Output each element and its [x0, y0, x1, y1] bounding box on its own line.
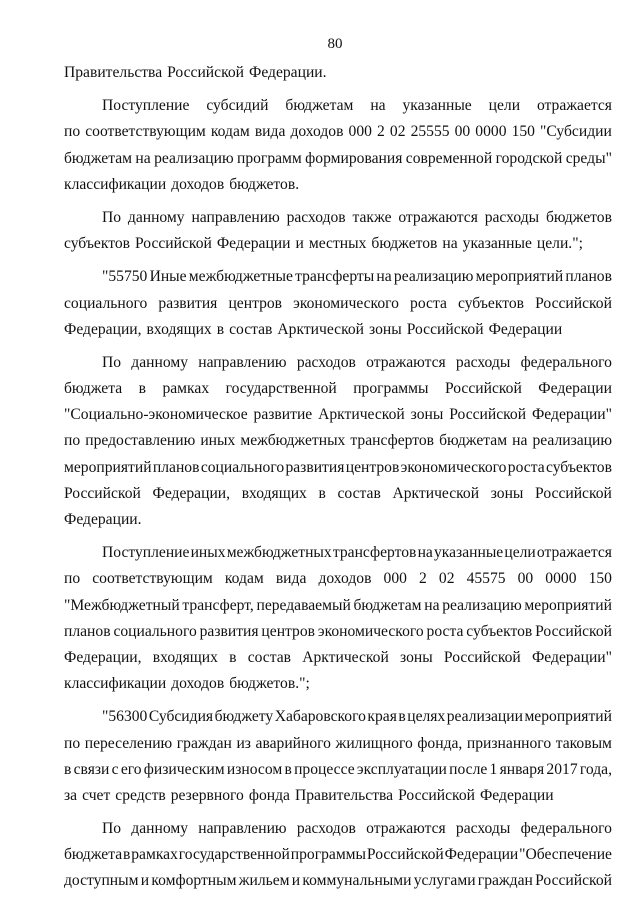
word: городской [495, 149, 563, 167]
text-line [64, 172, 612, 198]
text-line [64, 205, 612, 231]
word: направлению [191, 208, 280, 226]
word: экономического [400, 458, 507, 476]
word: направлению [198, 820, 287, 838]
text-line [64, 317, 612, 343]
word: признанного [466, 734, 552, 752]
word: среды" [565, 149, 612, 167]
word: бюджета [64, 846, 123, 864]
word: "Межбюджетный [64, 596, 180, 614]
word: расходы [455, 820, 511, 838]
word: цели [504, 544, 536, 562]
word: фонда, [417, 734, 463, 752]
word: соответствующим [92, 570, 213, 588]
word: бюджета [64, 380, 123, 398]
text-line [64, 119, 612, 145]
word: также [352, 208, 392, 226]
word: бюджетам [64, 149, 133, 167]
text-line [64, 540, 612, 566]
word: отражаются [398, 208, 478, 226]
word: мероприятий [475, 268, 564, 286]
word: Российской [535, 294, 612, 312]
text-line [64, 291, 612, 317]
word: Федерации [216, 235, 291, 253]
word: мероприятий [64, 458, 152, 476]
word: развития [158, 294, 218, 312]
text-line [64, 231, 612, 257]
word: "56300 [102, 708, 148, 726]
word: на [417, 544, 433, 562]
word: Федерации [488, 320, 563, 338]
word: межбюджетных [240, 432, 346, 450]
word: По [102, 820, 122, 838]
word: субъектов [458, 294, 524, 312]
word: января [499, 760, 545, 778]
text-line [64, 645, 612, 671]
word: на [512, 432, 528, 450]
word: жилищного [335, 734, 413, 752]
word: средств [115, 786, 166, 804]
word: Российской [398, 786, 475, 804]
word: экономического [317, 622, 424, 640]
word: Российской [535, 622, 612, 640]
text-line [64, 783, 612, 809]
page-number: 80 [327, 36, 343, 52]
word: "Социально-экономическое [64, 406, 248, 424]
word: Российской [134, 235, 212, 253]
word: доходов [290, 123, 344, 141]
word: местных [308, 235, 367, 253]
word: состав [229, 320, 273, 338]
word: развития [285, 458, 345, 476]
word: жильем [238, 872, 290, 890]
word: иных [200, 432, 236, 450]
word: 150 [588, 570, 612, 588]
word: центров [345, 458, 400, 476]
word: расходы [455, 353, 511, 371]
word: субъектов [64, 235, 130, 253]
word: и [140, 872, 150, 890]
word: отражается [536, 544, 612, 562]
word: Российской [406, 320, 484, 338]
word: Федерации. [64, 511, 142, 528]
text-line [64, 146, 612, 172]
text-line [64, 731, 612, 757]
word: 2 [419, 570, 427, 588]
word: доходов [318, 570, 372, 588]
text-line [64, 868, 612, 894]
word: социального [64, 294, 148, 312]
word: современной [405, 149, 493, 167]
word: зоны [410, 406, 444, 424]
text-line [64, 376, 612, 402]
word: данному [131, 353, 189, 371]
paragraph-gap [64, 343, 612, 350]
word: Федерации, [152, 484, 231, 502]
word: из [236, 734, 251, 752]
word: бюджетам [353, 596, 422, 614]
word: года, [579, 760, 612, 778]
word: федерального [520, 820, 612, 838]
word: по [64, 570, 81, 588]
word: в [64, 760, 72, 778]
word: 00 [454, 123, 471, 141]
word: направлению [198, 353, 287, 371]
word: 02 [438, 570, 455, 588]
word: центров [261, 622, 315, 640]
text-line [64, 704, 612, 730]
paragraph-gap [64, 809, 612, 816]
word: программы [290, 846, 367, 864]
word: Федерации [538, 380, 612, 398]
word: Арктической [277, 320, 365, 338]
word: цели."; [536, 235, 583, 253]
word: в [284, 760, 292, 778]
word: роста [507, 458, 545, 476]
word: программ [236, 149, 302, 167]
word: Российской [167, 64, 244, 81]
word: счет [82, 786, 111, 804]
word: связи [73, 760, 110, 778]
word: кодам [210, 123, 250, 141]
word: в [216, 320, 225, 338]
word: услугами [413, 872, 476, 890]
word: расходы [484, 208, 540, 226]
text-line [64, 481, 612, 507]
word: входящих [152, 648, 218, 666]
word: 0000 [475, 123, 507, 141]
word: в [229, 648, 237, 666]
word: формирования [305, 149, 403, 167]
word: вида [275, 570, 307, 588]
word: в [123, 846, 131, 864]
word: расходов [286, 208, 346, 226]
word: Российской [366, 846, 444, 864]
text-line [64, 402, 612, 428]
word: отражаются [366, 820, 446, 838]
text-line [64, 593, 612, 619]
document-body [64, 60, 612, 895]
word: бюджету [214, 708, 274, 726]
word: государственной [178, 846, 290, 864]
word: аварийного [255, 734, 331, 752]
paragraph-gap [64, 86, 612, 93]
word: соответствующим [85, 123, 206, 141]
word: трансферт, [182, 596, 254, 614]
word: состав [337, 484, 381, 502]
word: доступным [64, 872, 139, 890]
word: процессе [294, 760, 355, 778]
word: Федерации, [64, 320, 142, 338]
word: в [138, 380, 146, 398]
word: входящих [146, 320, 212, 338]
text-line [64, 816, 612, 842]
word: 02 [389, 123, 406, 141]
word: Российской [443, 648, 521, 666]
word: расходов [296, 820, 356, 838]
word: трансфертов [332, 544, 417, 562]
word: данному [131, 820, 189, 838]
text-line [64, 507, 612, 533]
word: по [64, 734, 81, 752]
word: Иные [149, 268, 187, 286]
word: центров [228, 294, 283, 312]
word: передаваемый [256, 596, 351, 614]
word: 1 [489, 760, 498, 778]
word: рамках [131, 846, 178, 864]
word: федерального [520, 353, 612, 371]
word: реализацию [154, 149, 234, 167]
word: Федерации [444, 846, 519, 864]
word: классификации [64, 175, 167, 193]
word: развития [199, 622, 259, 640]
word: отражается [536, 97, 612, 115]
word: реализацию [532, 432, 612, 450]
word: указанные [462, 235, 532, 253]
word: 2017 [546, 760, 578, 778]
word: 150 [511, 123, 535, 141]
word: Федерации [479, 786, 554, 804]
word: государственной [225, 380, 337, 398]
word: отражаются [366, 353, 446, 371]
word: По [102, 353, 122, 371]
word: 45575 [466, 570, 506, 588]
word: межбюджетные [188, 268, 293, 286]
word: социального [113, 622, 197, 640]
word: 000 [383, 570, 407, 588]
word: на [370, 97, 386, 115]
word: Хабаровского [274, 708, 366, 726]
word: 000 [348, 123, 372, 141]
text-line [64, 671, 612, 697]
word: Арктической [302, 648, 389, 666]
word: и [295, 235, 304, 253]
text-line [64, 264, 612, 290]
word: зоны [369, 320, 402, 338]
word: роста [426, 622, 464, 640]
word: 2 [377, 123, 385, 141]
word: 25555 [410, 123, 450, 141]
word: Российской [449, 406, 527, 424]
word: на [135, 149, 151, 167]
word: бюджетов [545, 208, 612, 226]
word: граждан [477, 872, 533, 890]
word: Арктической [318, 406, 405, 424]
word: бюджетов. [229, 175, 300, 193]
word: мероприятий [524, 708, 612, 726]
text-line [64, 455, 612, 481]
word: кодам [224, 570, 264, 588]
word: фонда [248, 786, 290, 804]
text-line [64, 350, 612, 376]
word: межбюджетных [226, 544, 332, 562]
text-line [64, 93, 612, 119]
word: реализацию [393, 268, 474, 286]
word: реализации [446, 708, 523, 726]
word: По [102, 208, 122, 226]
paragraph-gap [64, 198, 612, 205]
word: Российской [535, 872, 612, 890]
word: края [367, 708, 397, 726]
text-line [64, 60, 612, 86]
word: субъектов [466, 622, 533, 640]
word: эксплуатации [356, 760, 447, 778]
word: переселению [84, 734, 173, 752]
word: иных [190, 544, 226, 562]
word: бюджетам [285, 97, 354, 115]
word: коммунальными [302, 872, 412, 890]
word: Федерации, [64, 648, 142, 666]
word: Поступление [102, 544, 190, 562]
word: Федерации" [531, 406, 612, 424]
word: бюджетов [371, 235, 438, 253]
word: по [64, 432, 81, 450]
text-line [64, 757, 612, 783]
word: с [111, 760, 119, 778]
word: граждан [176, 734, 232, 752]
word: классификации [64, 675, 167, 693]
word: на [376, 268, 392, 286]
word: вида [254, 123, 286, 141]
word: на [442, 235, 458, 253]
word: Федерации. [249, 64, 327, 81]
word: цели [488, 97, 521, 115]
word: 0000 [545, 570, 577, 588]
word: Российской [64, 484, 141, 502]
word: Правительства [294, 786, 394, 804]
word: предоставлению [85, 432, 196, 450]
word: зоны [400, 648, 433, 666]
word: Поступление [102, 97, 190, 115]
paragraph-gap [64, 533, 612, 540]
word: расходов [296, 353, 356, 371]
word: планов [152, 458, 200, 476]
word: резервного [170, 786, 244, 804]
word: данному [127, 208, 185, 226]
word: "Субсидии [540, 123, 612, 141]
text-line [64, 566, 612, 592]
word: его [120, 760, 142, 778]
word: Субсидия [148, 708, 214, 726]
word: планов [64, 622, 111, 640]
word: на [424, 596, 440, 614]
word: бюджетов."; [229, 675, 310, 693]
word: и [291, 872, 301, 890]
word: экономического [293, 294, 399, 312]
word: трансферты [295, 268, 375, 286]
word: Российской [444, 380, 522, 398]
word: состав [247, 648, 292, 666]
text-line [64, 428, 612, 454]
word: бюджетам [439, 432, 508, 450]
word: Федерации" [531, 648, 612, 666]
word: Арктической [392, 484, 480, 502]
text-line [64, 619, 612, 645]
word: износом [226, 760, 283, 778]
word: Правительства [64, 64, 163, 81]
word: "55750 [102, 268, 148, 286]
word: субъектов [545, 458, 612, 476]
word: рамках [162, 380, 210, 398]
paragraph-gap [64, 257, 612, 264]
text-line [64, 842, 612, 868]
paragraph-gap [64, 697, 612, 704]
word: зоны [490, 484, 524, 502]
word: развитие [253, 406, 313, 424]
word: после [449, 760, 488, 778]
word: реализацию [442, 596, 522, 614]
word: 00 [517, 570, 534, 588]
word: указанные [402, 97, 472, 115]
word: доходов [171, 175, 225, 193]
word: мероприятий [524, 596, 612, 614]
word: комфортным [151, 872, 237, 890]
word: за [64, 786, 78, 804]
word: таковым [555, 734, 612, 752]
word: программы [353, 380, 429, 398]
word: "Обеспечение [519, 846, 612, 864]
word: планов [565, 268, 612, 286]
word: Российской [535, 484, 612, 502]
word: роста [410, 294, 447, 312]
word: указанные [433, 544, 504, 562]
word: целях [407, 708, 446, 726]
word: входящих [241, 484, 307, 502]
word: субсидий [206, 97, 269, 115]
word: физическим [143, 760, 225, 778]
word: в [398, 708, 406, 726]
word: доходов [171, 675, 225, 693]
word: трансфертов [350, 432, 434, 450]
word: социального [200, 458, 285, 476]
word: по [64, 123, 81, 141]
word: в [318, 484, 326, 502]
